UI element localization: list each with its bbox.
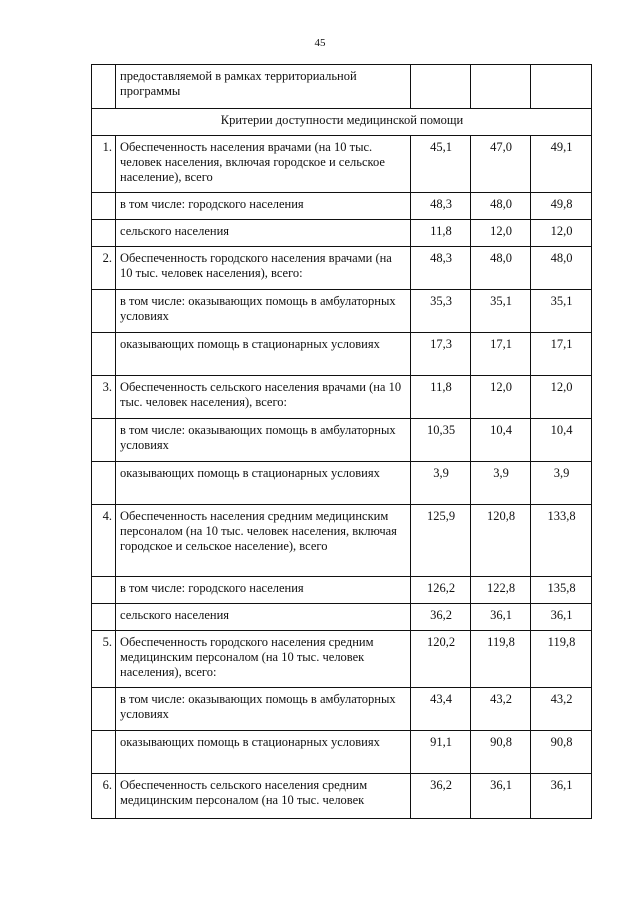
value-cell-3: 36,1	[531, 604, 592, 631]
row-number-cell	[92, 193, 116, 220]
row-number-cell	[92, 604, 116, 631]
row-text-cell: сельского населения	[116, 604, 411, 631]
value-cell-2: 48,0	[471, 193, 531, 220]
row-number-cell: 3.	[92, 376, 116, 419]
value-cell-3: 43,2	[531, 688, 592, 731]
table-row	[92, 774, 592, 819]
row-number-cell	[92, 220, 116, 247]
value-cell-2: 48,0	[471, 247, 531, 290]
value-cell	[411, 65, 471, 109]
value-cell-3: 12,0	[531, 220, 592, 247]
value-cell-1: 10,35	[411, 419, 471, 462]
value-cell-1: 36,2	[411, 774, 471, 819]
value-cell-3: 10,4	[531, 419, 592, 462]
value-cell	[471, 65, 531, 109]
value-cell-1: 3,9	[411, 462, 471, 505]
value-cell-3: 35,1	[531, 290, 592, 333]
table-row	[92, 505, 592, 577]
row-number-cell: 1.	[92, 136, 116, 193]
table-row	[92, 376, 592, 419]
row-text-cell: Обеспеченность городского населения средним медицинским персоналом (на 10 тыс. человек населения), всего:	[116, 631, 411, 688]
row-text-cell: в том числе: городского населения	[116, 193, 411, 220]
value-cell-3: 12,0	[531, 376, 592, 419]
value-cell-2: 36,1	[471, 604, 531, 631]
value-cell-2: 43,2	[471, 688, 531, 731]
row-number-cell	[92, 688, 116, 731]
value-cell-2: 36,1	[471, 774, 531, 819]
value-cell-3: 3,9	[531, 462, 592, 505]
table-row	[92, 247, 592, 290]
value-cell	[531, 65, 592, 109]
row-number-cell	[92, 65, 116, 109]
value-cell-3: 49,1	[531, 136, 592, 193]
section-header: Критерии доступности медицинской помощи	[92, 109, 592, 136]
row-number-cell	[92, 577, 116, 604]
table-row	[92, 604, 592, 631]
row-text-cell: Обеспеченность населения средним медицинским персоналом (на 10 тыс. человек населения, включая городское и сельское население), всего	[116, 505, 411, 577]
row-number-cell	[92, 290, 116, 333]
value-cell-2: 119,8	[471, 631, 531, 688]
table-row	[92, 688, 592, 731]
row-text-cell: в том числе: оказывающих помощь в амбулаторных условиях	[116, 290, 411, 333]
row-text-cell: в том числе: оказывающих помощь в амбулаторных условиях	[116, 419, 411, 462]
row-number-cell: 6.	[92, 774, 116, 819]
row-number-cell: 5.	[92, 631, 116, 688]
row-text-cell: оказывающих помощь в стационарных условиях	[116, 731, 411, 774]
value-cell-2: 90,8	[471, 731, 531, 774]
value-cell-1: 43,4	[411, 688, 471, 731]
value-cell-2: 12,0	[471, 220, 531, 247]
row-text-cell: в том числе: оказывающих помощь в амбулаторных условиях	[116, 688, 411, 731]
value-cell-2: 122,8	[471, 577, 531, 604]
row-text-cell: оказывающих помощь в стационарных условиях	[116, 462, 411, 505]
table-row	[92, 290, 592, 333]
value-cell-1: 48,3	[411, 193, 471, 220]
table-row	[92, 462, 592, 505]
value-cell-3: 36,1	[531, 774, 592, 819]
page-number: 45	[314, 37, 326, 49]
value-cell-2: 10,4	[471, 419, 531, 462]
value-cell-1: 35,3	[411, 290, 471, 333]
table-row	[92, 731, 592, 774]
row-text-cell: Обеспеченность населения врачами (на 10 тыс. человек населения, включая городское и сельское население), всего	[116, 136, 411, 193]
value-cell-3: 133,8	[531, 505, 592, 577]
row-text-cell: оказывающих помощь в стационарных условиях	[116, 333, 411, 376]
value-cell-3: 49,8	[531, 193, 592, 220]
value-cell-3: 17,1	[531, 333, 592, 376]
value-cell-3: 90,8	[531, 731, 592, 774]
row-text-cell: в том числе: городского населения	[116, 577, 411, 604]
value-cell-2: 12,0	[471, 376, 531, 419]
row-number-cell: 2.	[92, 247, 116, 290]
value-cell-1: 126,2	[411, 577, 471, 604]
value-cell-1: 45,1	[411, 136, 471, 193]
row-number-cell	[92, 419, 116, 462]
value-cell-3: 48,0	[531, 247, 592, 290]
value-cell-3: 119,8	[531, 631, 592, 688]
value-cell-1: 11,8	[411, 376, 471, 419]
table-row	[92, 631, 592, 688]
value-cell-1: 91,1	[411, 731, 471, 774]
value-cell-2: 3,9	[471, 462, 531, 505]
value-cell-2: 47,0	[471, 136, 531, 193]
criteria-table-body	[92, 65, 592, 819]
row-text-cell: предоставляемой в рамках территориальной программы	[116, 65, 411, 109]
table-row	[92, 193, 592, 220]
row-text-cell: Обеспеченность городского населения врачами (на 10 тыс. человек населения), всего:	[116, 247, 411, 290]
table-row	[92, 419, 592, 462]
row-number-cell	[92, 462, 116, 505]
value-cell-1: 17,3	[411, 333, 471, 376]
value-cell-3: 135,8	[531, 577, 592, 604]
value-cell-2: 17,1	[471, 333, 531, 376]
row-number-cell	[92, 731, 116, 774]
value-cell-1: 120,2	[411, 631, 471, 688]
section-header-row	[92, 109, 592, 136]
table-row	[92, 333, 592, 376]
row-number-cell	[92, 333, 116, 376]
table-row	[92, 220, 592, 247]
row-text-cell: Обеспеченность сельского населения врачами (на 10 тыс. человек населения), всего:	[116, 376, 411, 419]
value-cell-1: 48,3	[411, 247, 471, 290]
row-text-cell: сельского населения	[116, 220, 411, 247]
row-text-cell: Обеспеченность сельского населения средним медицинским персоналом (на 10 тыс. человек	[116, 774, 411, 819]
criteria-table	[91, 64, 592, 819]
table-row	[92, 136, 592, 193]
value-cell-2: 35,1	[471, 290, 531, 333]
value-cell-2: 120,8	[471, 505, 531, 577]
value-cell-1: 125,9	[411, 505, 471, 577]
table-row	[92, 65, 592, 109]
value-cell-1: 36,2	[411, 604, 471, 631]
row-number-cell: 4.	[92, 505, 116, 577]
value-cell-1: 11,8	[411, 220, 471, 247]
table-row	[92, 577, 592, 604]
